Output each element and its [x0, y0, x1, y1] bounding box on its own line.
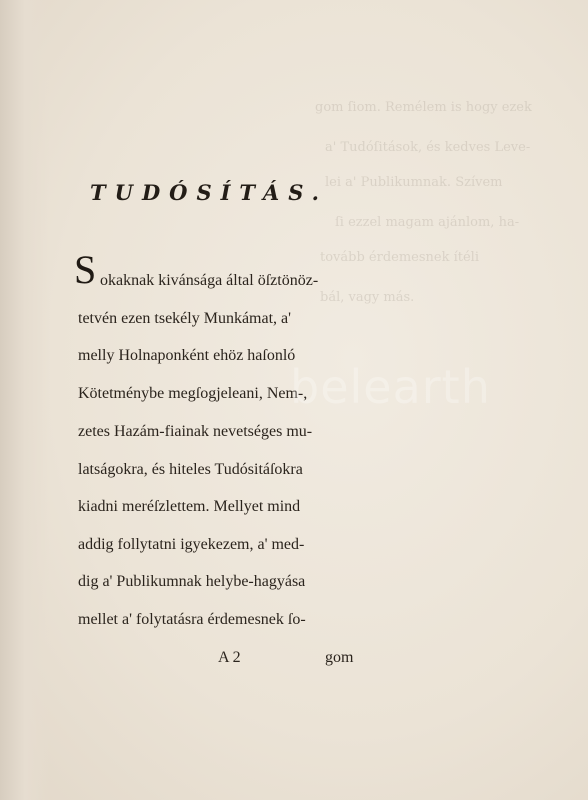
signature-mark: A 2	[218, 649, 241, 666]
text-line: Kötetménybe megſogjeleani, Nem-,	[78, 385, 308, 402]
text-line: tetvén ezen tsekély Munkámat, a'	[78, 310, 292, 327]
text-line: dig a' Publikumnak helybe-hagyása	[78, 573, 306, 590]
bleed-through-line: bál, vagy más.	[320, 290, 415, 305]
bleed-through-line: a' Tudóſitások, és kedves Leve-	[325, 140, 531, 155]
text-line: melly Holnaponként ehöz haſonló	[78, 347, 296, 364]
gutter-shadow	[0, 0, 50, 800]
text-line: zetes Hazám-fiainak nevetséges mu-	[78, 423, 313, 440]
bleed-through-line: gom ſiom. Remélem is hogy ezek	[315, 100, 532, 115]
text-line: latságokra, és hiteles Tudósitáſokra	[78, 461, 303, 478]
bleed-through-line: tovább érdemesnek ítéli	[320, 250, 480, 265]
text-line: okaknak kivánsága által öſztönöz-	[100, 272, 319, 289]
bleed-through-line: lei a' Publikumnak. Szívem	[325, 175, 503, 190]
text-line: kiadni meréſzlettem. Mellyet mind	[78, 498, 301, 515]
catchword: gom	[325, 649, 354, 666]
watermark: belearth	[290, 360, 491, 414]
text-line: mellet a' folytatásra érdemesnek ſo-	[78, 611, 306, 628]
drop-cap: S	[74, 247, 97, 292]
bleed-through-line: ſi ezzel magam ajánlom, ha-	[335, 215, 520, 230]
text-line: addig follytatni igyekezem, a' med-	[78, 536, 305, 553]
page-title: TUDÓSÍTÁS.	[90, 180, 328, 205]
